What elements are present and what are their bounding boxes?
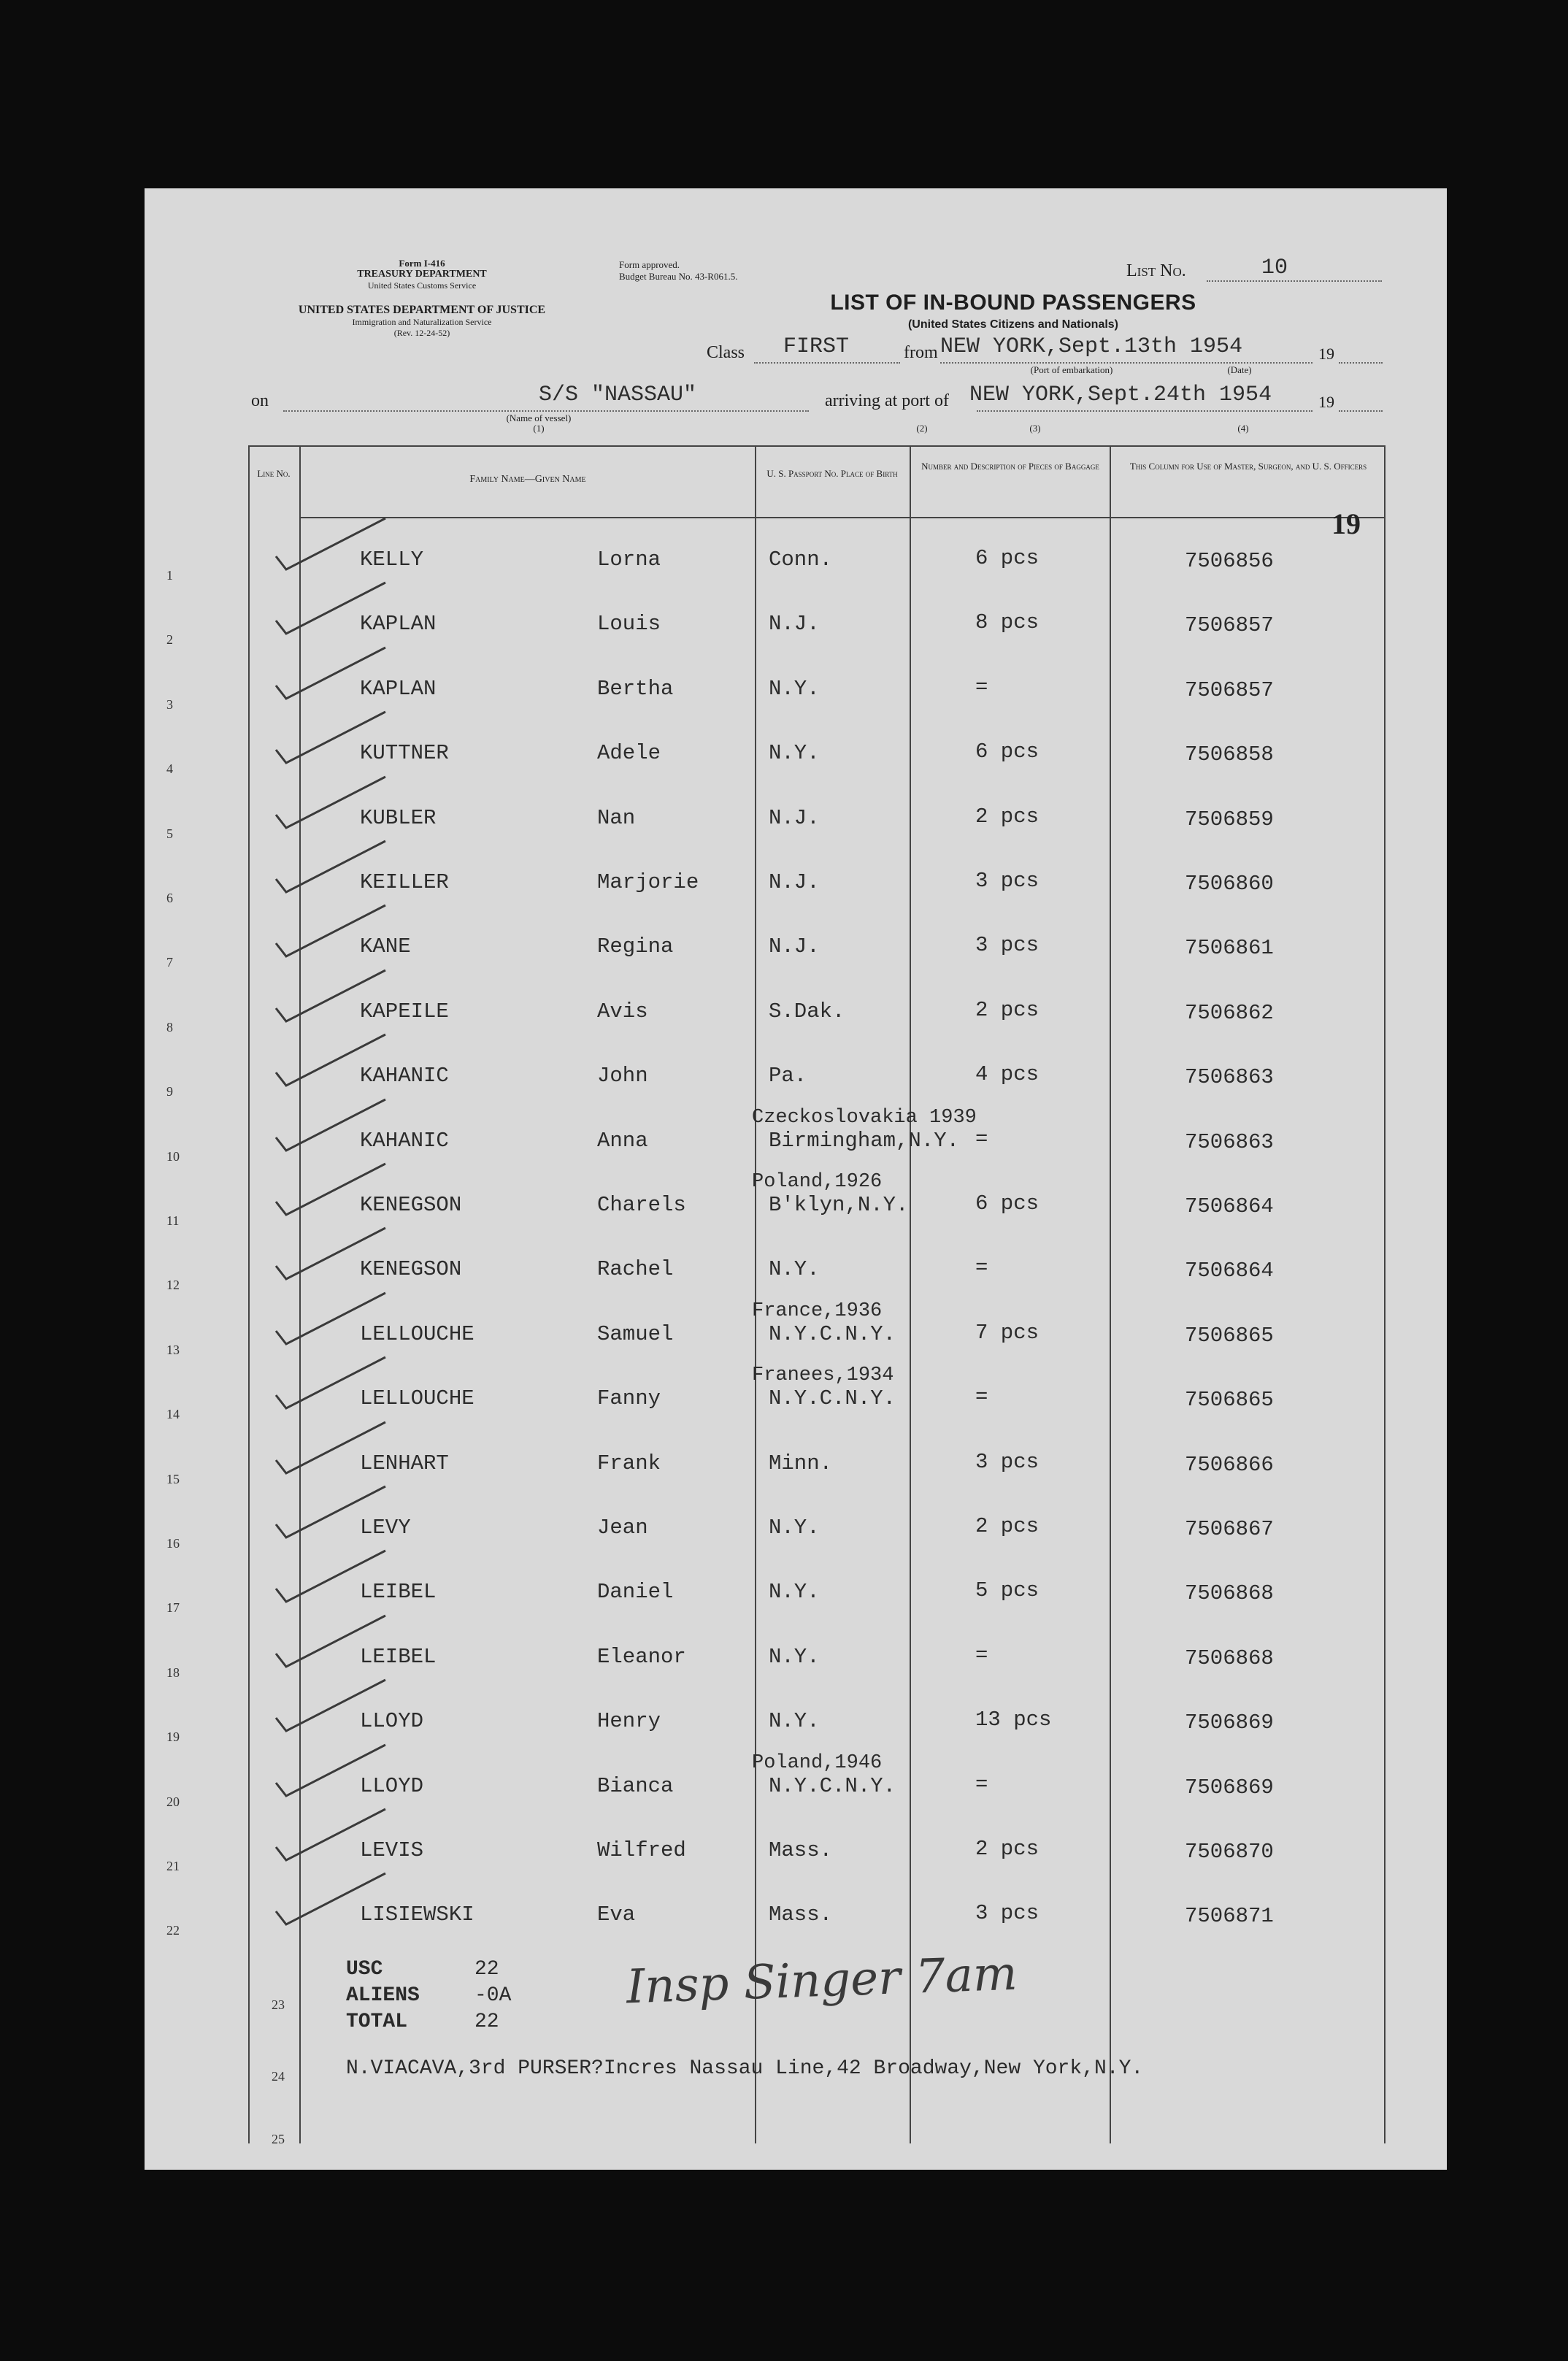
birth-place: S.Dak. <box>769 999 845 1024</box>
vessel-name: S/S "NASSAU" <box>539 383 697 407</box>
check-mark-icon <box>261 1286 407 1351</box>
birth-place: N.Y. <box>769 676 820 701</box>
family-name: LLOYD <box>360 1709 424 1734</box>
header-baggage: Number and Description of Pieces of Baggage <box>921 461 1099 472</box>
form-subtitle: (United States Citizens and Nationals) <box>907 318 1119 331</box>
aliens-value: -0A <box>474 1984 512 2007</box>
family-name: KUTTNER <box>360 741 449 766</box>
from-value: NEW YORK,Sept.13th 1954 <box>940 334 1243 359</box>
family-name: KAPEILE <box>360 999 449 1024</box>
family-name: LEIBEL <box>360 1580 437 1605</box>
officer-number: 7506857 <box>1185 677 1274 702</box>
header-name: Family Name—Given Name <box>469 474 586 485</box>
birth-place-note: France,1936 <box>752 1299 883 1322</box>
birth-place: Conn. <box>769 548 833 572</box>
col-4-label: (4) <box>1237 423 1249 434</box>
line-number: 1 <box>166 568 173 583</box>
given-name: Fanny <box>597 1386 661 1411</box>
form-title: LIST OF IN-BOUND PASSENGERS <box>830 291 1196 315</box>
baggage: 2 pcs <box>975 997 1039 1022</box>
birth-place: N.Y.C.N.Y. <box>769 1321 896 1346</box>
birth-place: N.J. <box>769 934 820 959</box>
class-label: Class <box>707 343 745 362</box>
check-mark-icon <box>261 1543 407 1609</box>
given-name: Wilfred <box>597 1838 686 1862</box>
baggage: = <box>975 1643 988 1667</box>
given-name: Eva <box>597 1903 636 1927</box>
year-suffix-2: 19 <box>1318 393 1334 411</box>
customs-service: United States Customs Service <box>367 280 477 291</box>
baggage: 3 pcs <box>975 869 1039 893</box>
baggage: = <box>975 1256 988 1281</box>
officer-number: 7506869 <box>1185 1711 1274 1735</box>
line-number-23: 23 <box>272 1997 285 2012</box>
line-number: 5 <box>166 826 173 841</box>
baggage: 13 pcs <box>975 1708 1052 1732</box>
check-mark-icon <box>261 575 407 641</box>
line-number: 20 <box>166 1794 180 1809</box>
check-mark-icon <box>261 1221 407 1286</box>
family-name: KENEGSON <box>360 1257 462 1282</box>
form-approved: Form approved. <box>619 259 680 270</box>
birth-place: Pa. <box>769 1064 807 1089</box>
manifest-sheet <box>145 188 1447 2170</box>
baggage: 4 pcs <box>975 1062 1039 1087</box>
check-mark-icon <box>261 769 407 835</box>
check-mark-icon <box>261 1802 407 1867</box>
line-number: 15 <box>166 1471 180 1486</box>
birth-place: Birmingham,N.Y. <box>769 1128 960 1153</box>
family-name: LEVY <box>360 1516 411 1540</box>
line-number: 7 <box>166 955 173 970</box>
inspector-signature: Insp Singer 7am <box>625 1946 1018 2015</box>
line-number-25: 25 <box>272 2132 285 2146</box>
family-name: LISIEWSKI <box>360 1903 474 1927</box>
given-name: John <box>597 1064 648 1089</box>
officer-number: 7506865 <box>1185 1323 1274 1348</box>
baggage: = <box>975 1385 988 1410</box>
arrival-value: NEW YORK,Sept.24th 1954 <box>969 383 1272 407</box>
usc-label: USC <box>346 1958 383 1981</box>
birth-place-note: Poland,1946 <box>752 1751 883 1774</box>
birth-place: Minn. <box>769 1451 833 1475</box>
line-number: 17 <box>166 1600 180 1616</box>
officer-number: 7506867 <box>1185 1517 1274 1541</box>
officer-number: 7506864 <box>1185 1259 1274 1283</box>
date-label: (Date) <box>1227 364 1252 375</box>
check-mark-icon <box>261 1350 407 1416</box>
baggage: 2 pcs <box>975 804 1039 829</box>
col-1-label: (1) <box>533 423 545 434</box>
arriving-label: arriving at port of <box>825 391 949 410</box>
officer-number: 7506861 <box>1185 936 1274 961</box>
check-mark-icon <box>261 1738 407 1803</box>
line-number: 12 <box>166 1278 180 1293</box>
col-2-label: (2) <box>916 423 928 434</box>
line-number: 16 <box>166 1536 180 1551</box>
given-name: Adele <box>597 741 661 766</box>
birth-place: N.Y. <box>769 1580 820 1605</box>
birth-place: N.Y. <box>769 1257 820 1282</box>
officer-number: 7506864 <box>1185 1194 1274 1218</box>
birth-place: N.J. <box>769 805 820 830</box>
officer-number: 7506865 <box>1185 1388 1274 1413</box>
check-mark-icon <box>261 898 407 964</box>
year-suffix: 19 <box>1318 345 1334 363</box>
given-name: Frank <box>597 1451 661 1475</box>
check-mark-icon <box>261 1027 407 1093</box>
given-name: Marjorie <box>597 870 699 894</box>
port-embarkation-label: (Port of embarkation) <box>1030 364 1113 375</box>
officer-number: 7506868 <box>1185 1581 1274 1606</box>
given-name: Eleanor <box>597 1644 686 1669</box>
birth-place: N.Y. <box>769 1644 820 1669</box>
birth-place: N.Y. <box>769 1709 820 1734</box>
given-name: Anna <box>597 1128 648 1153</box>
given-name: Samuel <box>597 1321 674 1346</box>
given-name: Henry <box>597 1709 661 1734</box>
check-mark-icon <box>261 963 407 1029</box>
baggage: 6 pcs <box>975 546 1039 570</box>
family-name: KANE <box>360 934 411 959</box>
line-number: 13 <box>166 1342 180 1357</box>
vessel-label: (Name of vessel) <box>506 412 572 423</box>
birth-place: Mass. <box>769 1838 833 1862</box>
on-label: on <box>251 391 269 410</box>
check-mark-icon <box>261 1092 407 1158</box>
line-number-24: 24 <box>272 2069 285 2084</box>
line-number: 19 <box>166 1730 180 1745</box>
class-value: FIRST <box>783 334 850 359</box>
baggage: 8 pcs <box>975 610 1039 635</box>
treasury-dept: TREASURY DEPARTMENT <box>357 269 487 280</box>
line-number: 8 <box>166 1019 173 1034</box>
given-name: Bertha <box>597 676 674 701</box>
given-name: Daniel <box>597 1580 674 1605</box>
family-name: KUBLER <box>360 805 437 830</box>
birth-place: N.J. <box>769 612 820 637</box>
baggage: 2 pcs <box>975 1514 1039 1538</box>
officer-number: 7506863 <box>1185 1065 1274 1090</box>
purser-footer-line: N.VIACAVA,3rd PURSER?Incres Nassau Line,42 Broadway,New York,N.Y. <box>346 2057 1144 2080</box>
aliens-label: ALIENS <box>346 1984 420 2007</box>
officer-number: 7506860 <box>1185 872 1274 896</box>
baggage: 7 pcs <box>975 1320 1039 1345</box>
family-name: KAHANIC <box>360 1128 449 1153</box>
header-line-no: Line No. <box>257 468 291 479</box>
birth-place: N.Y. <box>769 1516 820 1540</box>
baggage: 3 pcs <box>975 1901 1039 1926</box>
list-no-value: 10 <box>1261 256 1288 280</box>
page-mark: 19 <box>1331 507 1361 540</box>
birth-place: Mass. <box>769 1903 833 1927</box>
officer-number: 7506856 <box>1185 549 1274 573</box>
table-row <box>145 1881 1447 1945</box>
ins-service: Immigration and Naturalization Service <box>352 317 492 327</box>
line-number: 18 <box>166 1665 180 1680</box>
family-name: LEVIS <box>360 1838 424 1862</box>
given-name: Louis <box>597 612 661 637</box>
baggage: 3 pcs <box>975 933 1039 958</box>
baggage: 2 pcs <box>975 1837 1039 1861</box>
officer-number: 7506868 <box>1185 1646 1274 1670</box>
revision: (Rev. 12-24-52) <box>393 328 450 338</box>
birth-place: N.J. <box>769 870 820 894</box>
justice-dept: UNITED STATES DEPARTMENT OF JUSTICE <box>298 304 546 316</box>
check-mark-icon <box>261 1673 407 1738</box>
family-name: KENEGSON <box>360 1193 462 1217</box>
family-name: KELLY <box>360 548 424 572</box>
family-name: LELLOUCHE <box>360 1386 474 1411</box>
check-mark-icon <box>261 1866 407 1932</box>
check-mark-icon <box>261 705 407 770</box>
line-number: 11 <box>166 1213 180 1228</box>
check-mark-icon <box>261 511 407 577</box>
list-no-label: List No. <box>1126 261 1186 280</box>
family-name: KEILLER <box>360 870 449 894</box>
check-mark-icon <box>261 1479 407 1545</box>
total-label: TOTAL <box>346 2011 408 2033</box>
line-number: 6 <box>166 891 173 905</box>
baggage: = <box>975 675 988 699</box>
family-name: KAHANIC <box>360 1064 449 1089</box>
baggage: 3 pcs <box>975 1449 1039 1474</box>
officer-number: 7506858 <box>1185 742 1274 767</box>
birth-place: N.Y.C.N.Y. <box>769 1773 896 1798</box>
baggage: 6 pcs <box>975 1191 1039 1216</box>
officer-number: 7506859 <box>1185 807 1274 832</box>
officer-number: 7506871 <box>1185 1904 1274 1929</box>
passenger-rows <box>145 188 1447 2170</box>
officer-number: 7506866 <box>1185 1452 1274 1477</box>
baggage: = <box>975 1772 988 1797</box>
header-officers: This Column for Use of Master, Surgeon, and U. S. Officers <box>1129 461 1367 472</box>
family-name: LELLOUCHE <box>360 1321 474 1346</box>
from-label: from <box>904 343 938 362</box>
usc-value: 22 <box>474 1958 499 1981</box>
birth-place: N.Y. <box>769 741 820 766</box>
given-name: Avis <box>597 999 648 1024</box>
line-number: 9 <box>166 1084 173 1099</box>
col-3-label: (3) <box>1029 423 1041 434</box>
budget-bureau: Budget Bureau No. 43-R061.5. <box>619 271 738 282</box>
given-name: Jean <box>597 1516 648 1540</box>
given-name: Lorna <box>597 548 661 572</box>
officer-number: 7506862 <box>1185 1000 1274 1025</box>
family-name: LEIBEL <box>360 1644 437 1669</box>
form-number: Form I-416 <box>399 258 445 269</box>
line-number: 22 <box>166 1923 180 1938</box>
birth-place: N.Y.C.N.Y. <box>769 1386 896 1411</box>
total-value: 22 <box>474 2011 499 2033</box>
given-name: Rachel <box>597 1257 674 1282</box>
line-number: 10 <box>166 1148 180 1164</box>
line-number: 4 <box>166 761 173 777</box>
line-number: 21 <box>166 1859 180 1873</box>
line-number: 3 <box>166 696 173 712</box>
check-mark-icon <box>261 1415 407 1481</box>
officer-number: 7506857 <box>1185 613 1274 638</box>
family-name: LENHART <box>360 1451 449 1475</box>
line-number: 2 <box>166 632 173 648</box>
check-mark-icon <box>261 640 407 706</box>
birth-place-note: Czeckoslovakia 1939 <box>752 1106 977 1129</box>
given-name: Nan <box>597 805 636 830</box>
line-number: 14 <box>166 1407 180 1422</box>
family-name: LLOYD <box>360 1773 424 1798</box>
family-name: KAPLAN <box>360 676 437 701</box>
check-mark-icon <box>261 1156 407 1222</box>
baggage: = <box>975 1126 988 1151</box>
given-name: Charels <box>597 1193 686 1217</box>
officer-number: 7506863 <box>1185 1129 1274 1154</box>
birth-place: B'klyn,N.Y. <box>769 1193 909 1217</box>
birth-place-note: Poland,1926 <box>752 1171 883 1193</box>
birth-place-note: Franees,1934 <box>752 1364 894 1387</box>
baggage: 6 pcs <box>975 740 1039 764</box>
officer-number: 7506869 <box>1185 1775 1274 1800</box>
check-mark-icon <box>261 834 407 899</box>
check-mark-icon <box>261 1608 407 1674</box>
given-name: Regina <box>597 934 674 959</box>
officer-number: 7506870 <box>1185 1840 1274 1864</box>
family-name: KAPLAN <box>360 612 437 637</box>
given-name: Bianca <box>597 1773 674 1798</box>
header-passport: U. S. Passport No. Place of Birth <box>766 468 898 479</box>
baggage: 5 pcs <box>975 1578 1039 1603</box>
